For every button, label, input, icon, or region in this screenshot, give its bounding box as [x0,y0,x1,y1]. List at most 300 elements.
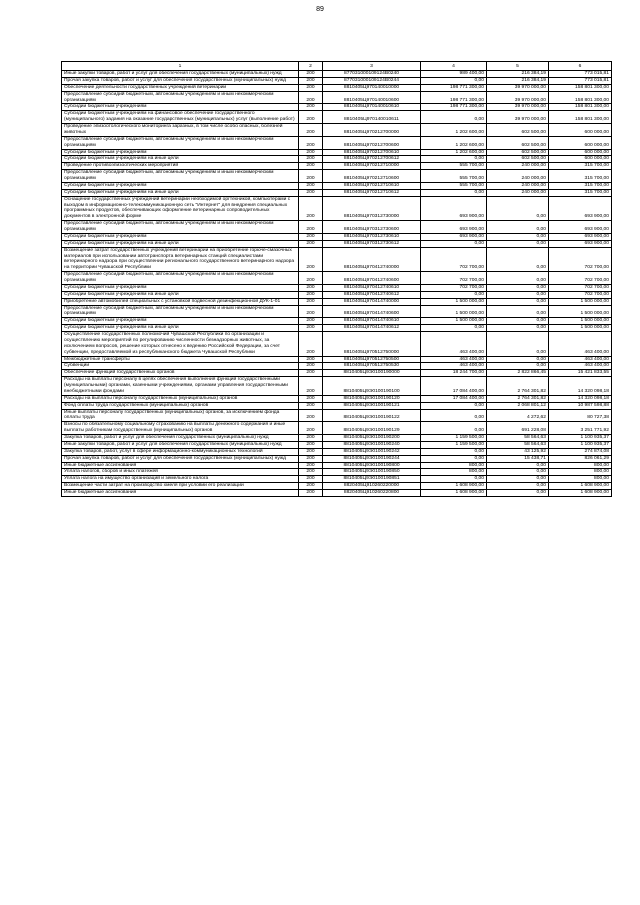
approved-amount-cell: 0,00 [421,189,487,196]
expense-name-cell: Субсидии бюджетным учреждениям [62,284,299,291]
line-code-cell: 200 [299,332,323,357]
line-code-cell: 200 [299,462,323,469]
executed-amount-cell: 0,00 [487,469,549,476]
expense-name-cell: Оснащение государственных учреждений ветеринарии необходимой оргтехникой, компьютерами с выходом в информационно-телекоммуникационную сеть "Интернет" для внедрения специальных программных продуктов, обеспечивающих оформление ветеринарных сопроводительных документов в электронной форме [62,196,299,221]
executed-amount-cell: 0,00 [487,490,549,497]
budget-code-cell: 8810405Ц9Э0100190000 [323,370,421,377]
table-row [62,291,612,298]
line-code-cell: 200 [299,435,323,442]
approved-amount-cell: 0,00 [421,448,487,455]
table-row [62,298,612,305]
unexecuted-amount-cell: 158 801 300,00 [549,111,612,124]
executed-amount-cell: 602 500,00 [487,124,549,137]
unexecuted-amount-cell: 600 000,00 [549,156,612,163]
line-code-cell: 200 [299,448,323,455]
unexecuted-amount-cell: 315 700,00 [549,163,612,170]
line-code-cell: 200 [299,476,323,483]
unexecuted-amount-cell: 800,00 [549,462,612,469]
executed-amount-cell: 0,00 [487,325,549,332]
approved-amount-cell: 693 900,00 [421,221,487,234]
approved-amount-cell: 702 700,00 [421,272,487,285]
expense-name-cell: Предоставление субсидий бюджетным, автономным учреждениям и иным некоммерческим организациям [62,305,299,318]
line-code-cell: 200 [299,441,323,448]
executed-amount-cell: 39 970 000,00 [487,111,549,124]
approved-amount-cell: 0,00 [421,402,487,409]
line-code-cell: 200 [299,284,323,291]
table-row [62,318,612,325]
unexecuted-amount-cell: 826 061,29 [549,455,612,462]
expense-name-cell: Субсидии бюджетным учреждениям на иные цели [62,189,299,196]
unexecuted-amount-cell: 14 320 098,18 [549,377,612,396]
expense-name-cell: Прочая закупка товаров, работ и услуг для обеспечения государственных (муниципальных) нужд [62,455,299,462]
expense-name-cell: Фонд оплаты труда государственных (муниципальных) органов [62,402,299,409]
table-row [62,455,612,462]
budget-code-cell: 8810405Ц970412740612 [323,291,421,298]
line-code-cell: 200 [299,483,323,490]
unexecuted-amount-cell: 600 000,00 [549,124,612,137]
budget-code-cell: 8810405Ц970140010610 [323,104,421,111]
unexecuted-amount-cell: 158 801 300,00 [549,91,612,104]
table-row [62,469,612,476]
unexecuted-amount-cell: 158 801 300,00 [549,104,612,111]
approved-amount-cell: 198 771 300,00 [421,91,487,104]
table-row [62,111,612,124]
expense-name-cell: Субсидии бюджетным учреждениям на иные цели [62,325,299,332]
approved-amount-cell: 702 700,00 [421,247,487,272]
table-row [62,156,612,163]
line-code-cell: 200 [299,240,323,247]
approved-amount-cell: 1 202 600,00 [421,136,487,149]
approved-amount-cell: 0,00 [421,291,487,298]
unexecuted-amount-cell: 10 987 598,88 [549,402,612,409]
unexecuted-amount-cell: 773 015,81 [549,71,612,78]
executed-amount-cell: 0,00 [487,298,549,305]
line-code-cell: 200 [299,221,323,234]
approved-amount-cell: 1 202 600,00 [421,124,487,137]
executed-amount-cell: 2 822 866,45 [487,370,549,377]
approved-amount-cell: 1 500 000,00 [421,305,487,318]
unexecuted-amount-cell: 315 700,00 [549,182,612,189]
approved-amount-cell: 0,00 [421,455,487,462]
unexecuted-amount-cell: 702 700,00 [549,291,612,298]
unexecuted-amount-cell: 158 801 300,00 [549,84,612,91]
line-code-cell: 200 [299,490,323,497]
executed-amount-cell: 58 564,63 [487,441,549,448]
expense-name-cell: Субсидии бюджетным учреждениям [62,182,299,189]
approved-amount-cell: 800,00 [421,469,487,476]
executed-amount-cell: 15 438,71 [487,455,549,462]
table-row [62,462,612,469]
expense-name-cell: Осуществление государственных полномочий Чувашской Республики по организации и осуществлению мероприятий по регулированию численности безнадзорных животных, за исключением вопросов, решение которых отнесено к ведению Российской Федерации, за счет субвенции, предоставляемой из республиканского бюджета Чувашской Республики [62,332,299,357]
budget-code-cell: 8810405Ц970212700600 [323,136,421,149]
approved-amount-cell: 555 700,00 [421,182,487,189]
budget-table [61,61,612,497]
expense-name-cell: Приобретение автомобилей специальных с установкой подвесной дезинфекционной ДУК-1-01 [62,298,299,305]
unexecuted-amount-cell: 1 500 000,00 [549,298,612,305]
approved-amount-cell: 0,00 [421,111,487,124]
approved-amount-cell: 0,00 [421,476,487,483]
table-row [62,305,612,318]
expense-name-cell: Предоставление субсидий бюджетным, автономным учреждениям и иным некоммерческим организациям [62,91,299,104]
expense-name-cell: Субсидии бюджетным учреждениям на финансовое обеспечение государственного (муниципального) задания на оказание государственных (муниципальных) услуг (выполнение работ) [62,111,299,124]
approved-amount-cell: 0,00 [421,240,487,247]
expense-name-cell: Взносы по обязательному социальному страхованию на выплаты денежного содержания и иные выплаты работникам государственных (муниципальных) органов [62,422,299,435]
budget-code-cell: 8810405Ц9Э0100190800 [323,462,421,469]
expense-name-cell: Расходы на выплаты персоналу в целях обеспечения выполнения функций государственными (муниципальными) органами, казенными учреждениями, органами управления государственными внебюджетными фондами [62,377,299,396]
column-number-row [62,62,612,71]
expense-name-cell: Иные выплаты персоналу государственных (муниципальных) органов, за исключением фонда оплаты труда [62,409,299,422]
table-row [62,221,612,234]
budget-code-cell: 8810405Ц970312730000 [323,196,421,221]
line-code-cell: 200 [299,455,323,462]
unexecuted-amount-cell: 1 500 000,00 [549,305,612,318]
budget-code-cell: 8810405Ц970414740000 [323,298,421,305]
budget-code-cell: 8810405Ц9Э0100190121 [323,402,421,409]
executed-amount-cell: 58 564,63 [487,435,549,442]
table-row [62,409,612,422]
executed-amount-cell: 602 500,00 [487,156,549,163]
unexecuted-amount-cell: 1 608 900,00 [549,490,612,497]
executed-amount-cell: 0,00 [487,233,549,240]
expense-name-cell: Возмещение части затрат на производство хмеля при условии его реализации [62,483,299,490]
unexecuted-amount-cell: 315 700,00 [549,170,612,183]
approved-amount-cell: 1 159 500,00 [421,435,487,442]
budget-code-cell: 8810405Ц970414740612 [323,325,421,332]
table-row [62,377,612,396]
approved-amount-cell: 463 400,00 [421,363,487,370]
unexecuted-amount-cell: 773 015,81 [549,77,612,84]
unexecuted-amount-cell: 600 000,00 [549,136,612,149]
executed-amount-cell: 216 384,19 [487,77,549,84]
unexecuted-amount-cell: 693 900,00 [549,240,612,247]
executed-amount-cell: 39 970 000,00 [487,104,549,111]
executed-amount-cell: 0,00 [487,356,549,363]
expense-name-cell: Предоставление субсидий бюджетным, автономным учреждениям и иным некоммерческим организациям [62,136,299,149]
line-code-cell: 200 [299,77,323,84]
executed-amount-cell: 0,00 [487,363,549,370]
budget-code-cell: 8810405Ц970212700612 [323,156,421,163]
expense-name-cell: Субсидии бюджетным учреждениям [62,104,299,111]
line-code-cell: 200 [299,91,323,104]
table-row [62,104,612,111]
unexecuted-amount-cell: 800,00 [549,469,612,476]
executed-amount-cell: 0,00 [487,462,549,469]
expense-name-cell: Предоставление субсидий бюджетным, автономным учреждениям и иным некоммерческим организациям [62,170,299,183]
unexecuted-amount-cell: 693 900,00 [549,233,612,240]
unexecuted-amount-cell: 702 700,00 [549,272,612,285]
expense-name-cell: Иные бюджетные ассигнования [62,462,299,469]
column-header: 6 [549,62,612,71]
table-row [62,356,612,363]
expense-name-cell: Предоставление субсидий бюджетным, автономным учреждениям и иным некоммерческим организациям [62,221,299,234]
expense-name-cell: Закупка товаров, работ, услуг в сфере информационно-коммуникационных технологий [62,448,299,455]
column-header: 3 [323,62,421,71]
unexecuted-amount-cell: 315 700,00 [549,189,612,196]
executed-amount-cell: 0,00 [487,483,549,490]
unexecuted-amount-cell: 1 608 900,00 [549,483,612,490]
line-code-cell: 200 [299,469,323,476]
line-code-cell: 200 [299,189,323,196]
budget-code-cell: 8810405Ц970312730600 [323,221,421,234]
executed-amount-cell: 4 272,62 [487,409,549,422]
line-code-cell: 200 [299,395,323,402]
line-code-cell: 200 [299,84,323,91]
line-code-cell: 200 [299,170,323,183]
table-row [62,402,612,409]
approved-amount-cell: 1 500 000,00 [421,298,487,305]
table-row [62,77,612,84]
approved-amount-cell: 1 500 000,00 [421,318,487,325]
approved-amount-cell: 1 202 600,00 [421,149,487,156]
budget-code-cell: 8820405Ц910260220000 [323,483,421,490]
table-row [62,136,612,149]
expense-name-cell: Закупка товаров, работ и услуг для обеспечения государственных (муниципальных) нужд [62,435,299,442]
unexecuted-amount-cell: 1 500 000,00 [549,325,612,332]
line-code-cell: 200 [299,233,323,240]
budget-code-cell: 8810405Ц9Э0100190244 [323,455,421,462]
unexecuted-amount-cell: 702 700,00 [549,247,612,272]
expense-name-cell: Иные закупки товаров, работ и услуг для обеспечения государственных (муниципальных) нужд [62,71,299,78]
table-row [62,332,612,357]
unexecuted-amount-cell: 14 320 098,18 [549,395,612,402]
executed-amount-cell: 39 970 000,00 [487,91,549,104]
expense-name-cell: Прочая закупка товаров, работ и услуг для обеспечения государственных (муниципальных) нужд [62,77,299,84]
budget-code-cell: 8810405Ц970414740600 [323,305,421,318]
unexecuted-amount-cell: 600 000,00 [549,149,612,156]
budget-code-cell: 8810405Ц970512750000 [323,332,421,357]
table-row [62,182,612,189]
column-header: 1 [62,62,299,71]
budget-code-cell: 8810405Ц9Э0100190129 [323,422,421,435]
executed-amount-cell: 2 764 301,82 [487,377,549,396]
line-code-cell: 200 [299,163,323,170]
executed-amount-cell: 0,00 [487,476,549,483]
table-row [62,448,612,455]
table-row [62,435,612,442]
executed-amount-cell: 602 500,00 [487,149,549,156]
line-code-cell: 200 [299,298,323,305]
line-code-cell: 200 [299,156,323,163]
table-row [62,71,612,78]
budget-code-cell: 8810405Ц970140010600 [323,91,421,104]
column-header: 5 [487,62,549,71]
expense-name-cell: Расходы на выплаты персоналу государственных (муниципальных) органов [62,395,299,402]
approved-amount-cell: 693 900,00 [421,196,487,221]
page-number: 89 [316,6,324,13]
budget-code-cell: 877031000109124B0244 [323,77,421,84]
table-row [62,476,612,483]
budget-code-cell: 8810405Ц9Э0100190122 [323,409,421,422]
expense-name-cell: Субвенции [62,363,299,370]
budget-code-cell: 8810405Ц9Э0100190200 [323,435,421,442]
approved-amount-cell: 1 608 900,00 [421,483,487,490]
line-code-cell: 200 [299,318,323,325]
unexecuted-amount-cell: 463 400,00 [549,332,612,357]
expense-name-cell: Уплата налогов, сборов и иных платежей [62,469,299,476]
executed-amount-cell: 691 228,08 [487,422,549,435]
executed-amount-cell: 0,00 [487,284,549,291]
executed-amount-cell: 43 125,92 [487,448,549,455]
expense-name-cell: Проведение эпизоотологического мониторинга заразных, в том числе особо опасных, болезней животных [62,124,299,137]
approved-amount-cell: 0,00 [421,77,487,84]
executed-amount-cell: 240 000,00 [487,189,549,196]
table-row [62,189,612,196]
executed-amount-cell: 0,00 [487,221,549,234]
line-code-cell: 200 [299,370,323,377]
table-row [62,196,612,221]
line-code-cell: 200 [299,124,323,137]
budget-code-cell: 8810405Ц970312730610 [323,233,421,240]
table-row [62,370,612,377]
budget-code-cell: 8810405Ц970212700610 [323,149,421,156]
table-row [62,325,612,332]
budget-code-cell: 8810405Ц9Э0100190851 [323,476,421,483]
table-row [62,247,612,272]
table-row [62,363,612,370]
expense-name-cell: Предоставление субсидий бюджетным, автономным учреждениям и иным некоммерческим организациям [62,272,299,285]
budget-code-cell: 8810405Ц970140010611 [323,111,421,124]
table-row [62,441,612,448]
executed-amount-cell: 0,00 [487,247,549,272]
executed-amount-cell: 240 000,00 [487,170,549,183]
expense-name-cell: Субсидии бюджетным учреждениям [62,149,299,156]
approved-amount-cell: 800,00 [421,462,487,469]
budget-code-cell: 8810405Ц9Э0100190100 [323,377,421,396]
table-row [62,91,612,104]
line-code-cell: 200 [299,272,323,285]
executed-amount-cell: 39 970 000,00 [487,84,549,91]
table-row [62,422,612,435]
unexecuted-amount-cell: 702 700,00 [549,284,612,291]
table-row [62,149,612,156]
approved-amount-cell: 1 159 500,00 [421,441,487,448]
budget-code-cell: 8810405Ц970512750500 [323,356,421,363]
expense-name-cell: Субсидии бюджетным учреждениям на иные цели [62,291,299,298]
expense-name-cell: Обеспечение деятельности государственных учреждений ветеринарии [62,84,299,91]
line-code-cell: 200 [299,409,323,422]
executed-amount-cell: 602 500,00 [487,136,549,149]
budget-code-cell: 8810405Ц9Э0100190240 [323,441,421,448]
executed-amount-cell: 2 764 301,82 [487,395,549,402]
column-header: 4 [421,62,487,71]
table-row [62,490,612,497]
executed-amount-cell: 240 000,00 [487,182,549,189]
approved-amount-cell: 17 084 400,00 [421,377,487,396]
approved-amount-cell: 0,00 [421,156,487,163]
approved-amount-cell: 1 608 900,00 [421,490,487,497]
table-body [62,71,612,497]
expense-name-cell: Проведение противоэпизоотических мероприятий [62,163,299,170]
line-code-cell: 200 [299,136,323,149]
table-row [62,240,612,247]
executed-amount-cell: 0,00 [487,291,549,298]
executed-amount-cell: 0,00 [487,305,549,318]
unexecuted-amount-cell: 15 421 833,55 [549,370,612,377]
unexecuted-amount-cell: 80 727,38 [549,409,612,422]
unexecuted-amount-cell: 1 500 000,00 [549,318,612,325]
approved-amount-cell: 198 771 300,00 [421,104,487,111]
line-code-cell: 200 [299,111,323,124]
table-row [62,483,612,490]
executed-amount-cell: 0,00 [487,318,549,325]
expense-name-cell: Иные бюджетные ассигнования [62,490,299,497]
table-row [62,124,612,137]
line-code-cell: 200 [299,305,323,318]
expense-name-cell: Обеспечение функций государственных органов [62,370,299,377]
expense-name-cell: Межбюджетные трансферты [62,356,299,363]
budget-code-cell: 8810405Ц9Э0100190242 [323,448,421,455]
budget-code-cell: 8810405Ц970212710600 [323,170,421,183]
unexecuted-amount-cell: 1 100 935,37 [549,435,612,442]
approved-amount-cell: 989 400,00 [421,71,487,78]
table-row [62,233,612,240]
budget-code-cell: 8810405Ц9Э0100190850 [323,469,421,476]
unexecuted-amount-cell: 693 900,00 [549,221,612,234]
line-code-cell: 200 [299,71,323,78]
unexecuted-amount-cell: 800,00 [549,476,612,483]
budget-code-cell: 8810405Ц970312730612 [323,240,421,247]
unexecuted-amount-cell: 3 251 771,92 [549,422,612,435]
budget-code-cell: 8810405Ц970212710612 [323,189,421,196]
expense-name-cell: Возмещение затрат государственных учреждений ветеринарии на приобретение горюче-смазочных материалов при использовании автотранспорта ветеринарных станций специалистами ветеринарного надзора при осуществлении регионального государственного ветеринарного надзора на территории Чувашской Республики [62,247,299,272]
budget-code-cell: 8810405Ц970212710610 [323,182,421,189]
budget-code-cell: 8810405Ц970212710000 [323,163,421,170]
budget-code-cell: 8810405Ц9Э0100190120 [323,395,421,402]
unexecuted-amount-cell: 693 900,00 [549,196,612,221]
expense-name-cell: Субсидии бюджетным учреждениям на иные цели [62,156,299,163]
line-code-cell: 200 [299,356,323,363]
executed-amount-cell: 0,00 [487,332,549,357]
expense-name-cell: Уплата налога на имущество организаций и земельного налога [62,476,299,483]
unexecuted-amount-cell: 463 400,00 [549,363,612,370]
line-code-cell: 200 [299,422,323,435]
approved-amount-cell: 555 700,00 [421,170,487,183]
approved-amount-cell: 555 700,00 [421,163,487,170]
table-row [62,395,612,402]
line-code-cell: 200 [299,149,323,156]
expense-name-cell: Иные закупки товаров, работ и услуг для обеспечения государственных (муниципальных) нужд [62,441,299,448]
approved-amount-cell: 0,00 [421,409,487,422]
approved-amount-cell: 463 400,00 [421,356,487,363]
expense-name-cell: Субсидии бюджетным учреждениям [62,318,299,325]
executed-amount-cell: 2 068 801,12 [487,402,549,409]
line-code-cell: 200 [299,363,323,370]
table-row [62,163,612,170]
expense-name-cell: Субсидии бюджетным учреждениям на иные цели [62,240,299,247]
line-code-cell: 200 [299,291,323,298]
approved-amount-cell: 198 771 300,00 [421,84,487,91]
column-header: 2 [299,62,323,71]
budget-code-cell: 8810405Ц970414740610 [323,318,421,325]
budget-code-cell: 8810405Ц970412740000 [323,247,421,272]
unexecuted-amount-cell: 1 100 935,37 [549,441,612,448]
approved-amount-cell: 702 700,00 [421,284,487,291]
executed-amount-cell: 240 000,00 [487,163,549,170]
budget-code-cell: 8810405Ц970412740610 [323,284,421,291]
line-code-cell: 200 [299,377,323,396]
table-row [62,284,612,291]
executed-amount-cell: 0,00 [487,240,549,247]
budget-code-cell: 8810405Ц970412740600 [323,272,421,285]
line-code-cell: 200 [299,325,323,332]
line-code-cell: 200 [299,196,323,221]
budget-code-cell: 8820405Ц910260220800 [323,490,421,497]
unexecuted-amount-cell: 274 874,08 [549,448,612,455]
approved-amount-cell: 0,00 [421,325,487,332]
approved-amount-cell: 463 400,00 [421,332,487,357]
approved-amount-cell: 17 084 400,00 [421,395,487,402]
unexecuted-amount-cell: 463 400,00 [549,356,612,363]
